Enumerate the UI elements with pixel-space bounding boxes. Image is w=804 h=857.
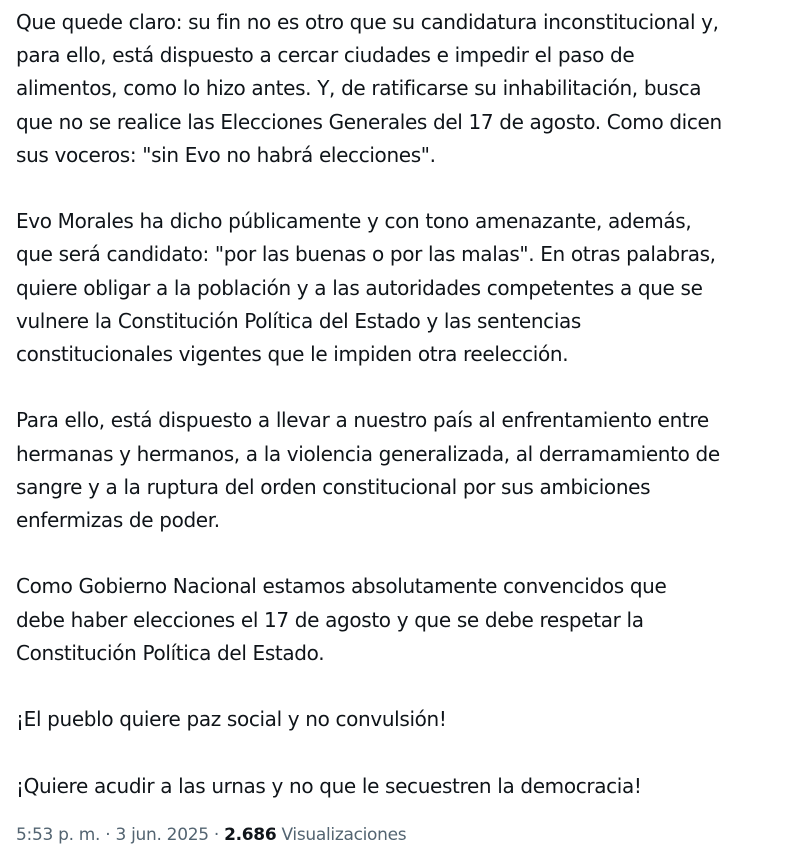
tweet-time: 5:53 p. m.	[16, 825, 101, 845]
tweet-paragraph-4: Como Gobierno Nacional estamos absolutamente convencidos que debe haber elecciones el 17 de agosto y que se debe respetar la Constitución Política del Estado.	[16, 574, 667, 665]
separator-dot: ·	[105, 825, 111, 845]
tweet-paragraph-1: Que quede claro: su fin no es otro que su candidatura inconstitucional y, para ello, está dispuesto a cercar ciudades e impedir el paso de alimentos, como lo hizo antes. Y, de ratificarse su inhabilitación, busca que no se realice las Elecciones Generales del 17 de agosto. Como dicen sus voceros: "sin Evo no habrá elecciones".	[16, 10, 722, 167]
tweet-paragraph-3: Para ello, está dispuesto a llevar a nuestro país al enfrentamiento entre hermanas y hermanos, a la violencia generalizada, al derramamiento de sangre y a la ruptura del orden constitucional por sus ambiciones enfermizas de poder.	[16, 408, 720, 533]
tweet-metadata	[16, 820, 406, 850]
tweet-paragraph-5: ¡El pueblo quiere paz social y no convulsión!	[16, 707, 447, 732]
views-label: Visualizaciones	[281, 825, 407, 845]
views-count: 2.686	[224, 825, 277, 845]
tweet-date: 3 jun. 2025	[115, 825, 209, 845]
tweet-paragraph-6: ¡Quiere acudir a las urnas y no que le secuestren la democracia!	[16, 773, 642, 798]
timestamp-link[interactable]	[16, 825, 209, 845]
separator-dot: ·	[213, 825, 219, 845]
tweet-paragraph-2: Evo Morales ha dicho públicamente y con tono amenazante, además, que será candidato: "por las buenas o por las malas". En otras palabras, quiere obligar a la población y a las autoridades competentes a que se vulnere la Constitución Política del Estado y las sentencias constitucionales vigentes que le impiden otra reelección.	[16, 209, 716, 367]
views-link[interactable]	[224, 825, 406, 845]
tweet-text	[16, 6, 792, 803]
